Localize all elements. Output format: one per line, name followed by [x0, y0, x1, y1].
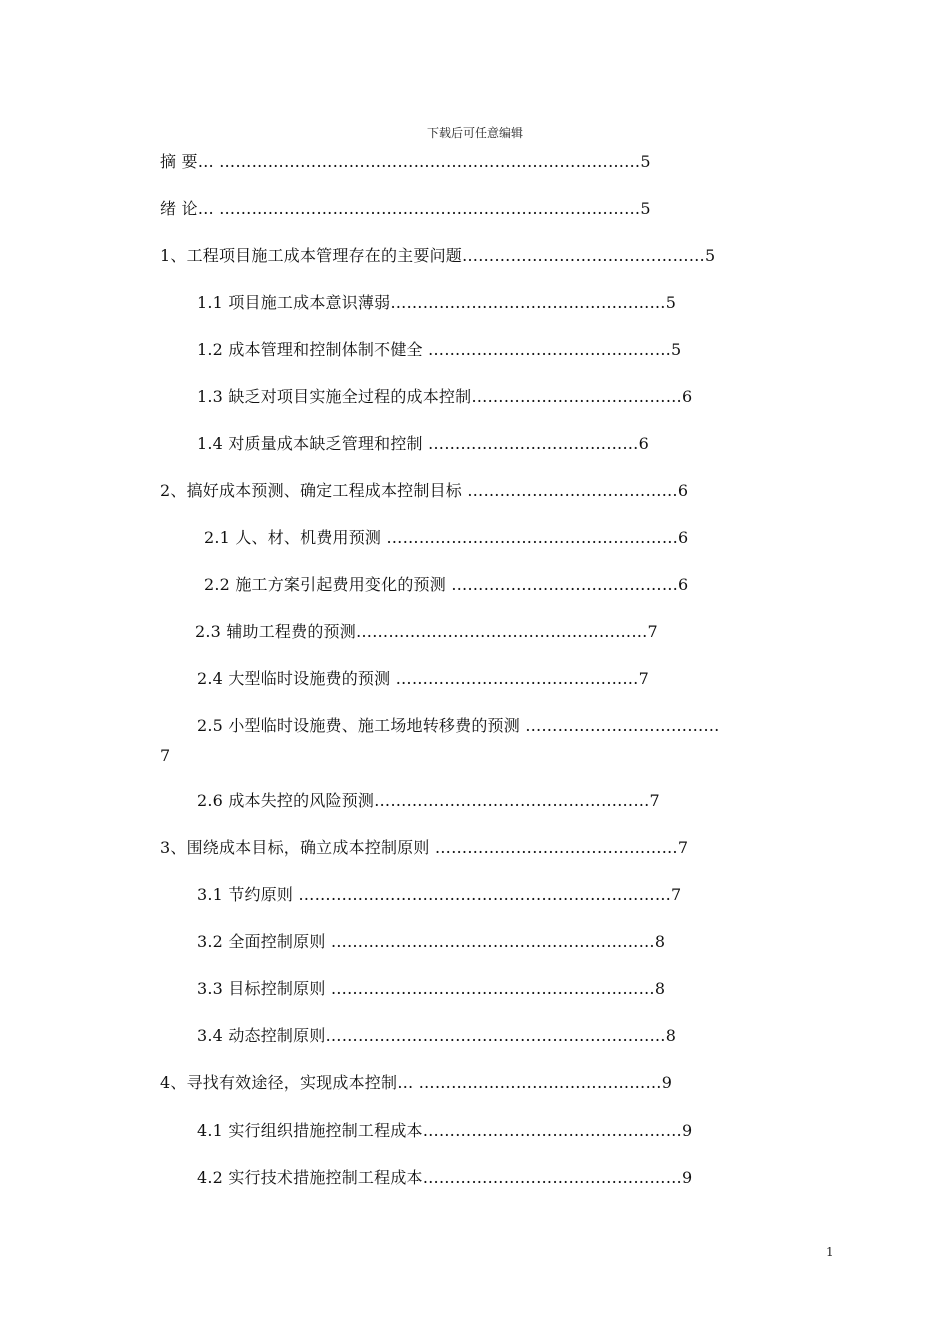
toc-leader: …………………………………: [422, 434, 639, 453]
toc-page: 6: [638, 434, 650, 453]
toc-page: 9: [681, 1168, 693, 1187]
toc-label: 1.3 缺乏对项目实施全过程的成本控制: [197, 387, 472, 406]
toc-entry-1-1[interactable]: [197, 292, 676, 314]
toc-page: 9: [681, 1121, 693, 1140]
toc-label: 4.2 实行技术措施控制工程成本: [197, 1168, 423, 1187]
toc-label: 3.2 全面控制原则: [197, 932, 326, 951]
toc-entry-introduction[interactable]: [160, 198, 651, 220]
toc-page: 5: [671, 340, 682, 359]
toc-leader: ………………………………………………………: [325, 1026, 666, 1045]
toc-label: 3.4 动态控制原则: [197, 1026, 326, 1045]
toc-label: 2.3 辅助工程费的预测: [195, 622, 356, 641]
toc-leader: … ……………………………………………………………………: [197, 199, 641, 218]
toc-leader: ………………………………………: [461, 246, 705, 265]
toc-leader: …………………………………………: [422, 1168, 682, 1187]
toc-leader: ……………………………………………………: [325, 979, 655, 998]
toc-page: 5: [704, 246, 716, 265]
toc-leader: ……………………………………: [445, 575, 679, 594]
toc-leader: …………………………………: [461, 481, 678, 500]
toc-leader: ………………………………………: [390, 669, 639, 688]
toc-label: 1.1 项目施工成本意识薄弱: [197, 293, 391, 312]
page-number: 1: [826, 1245, 834, 1259]
toc-label: 绪 论: [160, 199, 198, 218]
toc-leader: …………………………………………: [422, 1121, 682, 1140]
toc-label: 1.4 对质量成本缺乏管理和控制: [197, 434, 423, 453]
toc-leader: ……………………………………………: [374, 791, 650, 810]
toc-page: 7: [647, 622, 658, 641]
toc-page: 8: [665, 1026, 677, 1045]
toc-label: 2、搞好成本预测、确定工程成本控制目标: [160, 481, 462, 500]
toc-leader: ……………………………………………………………: [293, 885, 672, 904]
toc-leader: … ………………………………………: [397, 1073, 662, 1092]
toc-leader: …………………………………: [471, 387, 682, 406]
toc-entry-2-2[interactable]: [204, 574, 688, 596]
toc-entry-2-4[interactable]: [197, 668, 649, 690]
toc-entry-4-2[interactable]: [197, 1167, 692, 1189]
toc-leader: ……………………………………………: [390, 293, 666, 312]
toc-entry-4-1[interactable]: [197, 1120, 692, 1142]
toc-label: 2.2 施工方案引起费用变化的预测: [204, 575, 446, 594]
toc-page: 6: [681, 387, 693, 406]
toc-entry-2-5[interactable]: [197, 715, 720, 737]
toc-page: 7: [677, 838, 689, 857]
toc-label: 2.1 人、材、机费用预测: [204, 528, 382, 547]
toc-leader: ………………………………: [519, 716, 720, 735]
toc-page: 6: [677, 481, 689, 500]
toc-leader: ……………………………………………………: [325, 932, 655, 951]
toc-entry-3-3[interactable]: [197, 978, 665, 1000]
toc-entry-abstract[interactable]: [160, 151, 651, 173]
toc-label: 摘 要: [160, 152, 198, 171]
toc-page: 5: [640, 152, 651, 171]
toc-page: 8: [654, 979, 666, 998]
toc-entry-chapter-2[interactable]: [160, 480, 688, 502]
toc-entry-1-4[interactable]: [197, 433, 649, 455]
toc-leader: ………………………………………: [429, 838, 678, 857]
toc-entry-chapter-4[interactable]: [160, 1072, 672, 1094]
toc-leader: ………………………………………: [422, 340, 672, 359]
header-note: 下载后可任意编辑: [426, 126, 523, 140]
toc-entry-2-6[interactable]: [197, 790, 660, 812]
toc-entry-2-3[interactable]: [195, 621, 658, 643]
toc-page-wrapped: 7: [160, 746, 171, 765]
toc-entry-2-1[interactable]: [204, 527, 688, 549]
toc-label: 3、围绕成本目标，确立成本控制原则: [160, 838, 430, 857]
toc-label: 2.6 成本失控的风险预测: [197, 791, 375, 810]
toc-label: 4.1 实行组织措施控制工程成本: [197, 1121, 423, 1140]
toc-page: 9: [661, 1073, 673, 1092]
toc-label: 4、寻找有效途径，实现成本控制: [160, 1073, 398, 1092]
toc-entry-1-3[interactable]: [197, 386, 692, 408]
toc-leader: ………………………………………………: [355, 622, 648, 641]
toc-label: 3.3 目标控制原则: [197, 979, 326, 998]
toc-entry-1-2[interactable]: [197, 339, 681, 361]
toc-entry-3-1[interactable]: [197, 884, 681, 906]
toc-label: 2.4 大型临时设施费的预测: [197, 669, 391, 688]
toc-page: 5: [665, 293, 677, 312]
toc-page: 7: [649, 791, 660, 810]
toc-leader: … ……………………………………………………………………: [197, 152, 641, 171]
toc-label: 1、工程项目施工成本管理存在的主要问题: [160, 246, 462, 265]
toc-entry-chapter-3[interactable]: [160, 837, 688, 859]
toc-page: 7: [638, 669, 650, 688]
toc-label: 3.1 节约原则: [197, 885, 294, 904]
toc-page: 6: [678, 528, 689, 547]
toc-label: 1.2 成本管理和控制体制不健全: [197, 340, 423, 359]
toc-page: 6: [678, 575, 689, 594]
toc-entry-3-4[interactable]: [197, 1025, 676, 1047]
toc-page: 5: [640, 199, 651, 218]
toc-page: 7: [671, 885, 682, 904]
toc-entry-3-2[interactable]: [197, 931, 665, 953]
toc-label: 2.5 小型临时设施费、施工场地转移费的预测: [197, 716, 520, 735]
toc-page: 8: [654, 932, 666, 951]
toc-entry-chapter-1[interactable]: [160, 245, 715, 267]
toc-leader: ………………………………………………: [381, 528, 679, 547]
